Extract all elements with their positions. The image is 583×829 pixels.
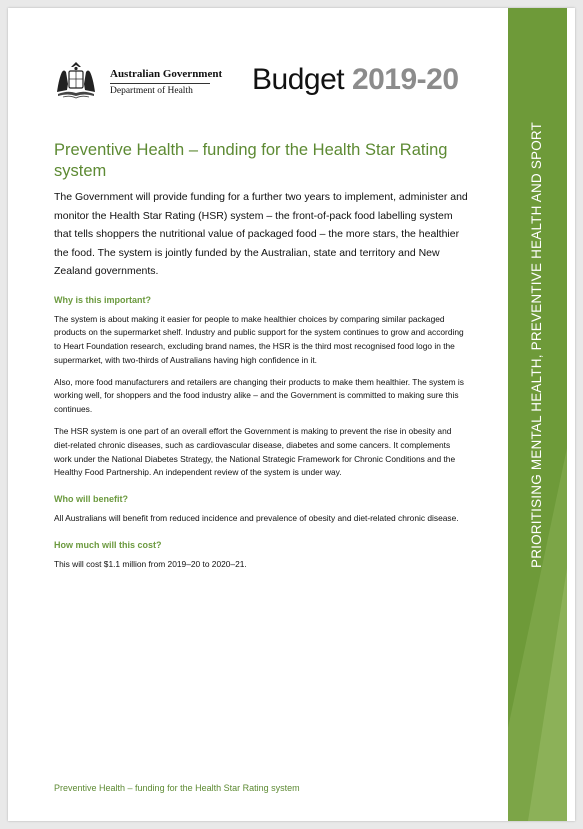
logo-divider <box>110 83 210 84</box>
body-paragraph: This will cost $1.1 million from 2019–20 to 2020–21. <box>54 559 247 570</box>
budget-year: 2019-20 <box>351 63 459 96</box>
body-paragraph: Also, more food manufacturers and retailers are changing their products to make them healthier. The system is working well, for shoppers and the food industry alike – and the Government is committed to making sure this continues. <box>54 376 464 415</box>
coat-of-arms-icon <box>54 58 98 102</box>
government-name: Australian Government <box>110 68 223 80</box>
page-header <box>54 58 474 108</box>
document-page <box>8 8 575 821</box>
section-heading-why: Why is this important? <box>54 294 152 305</box>
body-paragraph: The system is about making it easier for people to make healthier choices by comparing similar packaged products on the supermarket shelf. Industry and public support for the system continues to grow and according to Heart Foundation research, excluding brand names, the HSR is the third most recognised food logo in the supermarket, with two-thirds of Australians having high confidence in it. <box>54 313 464 365</box>
body-paragraph: The HSR system is one part of an overall effort the Government is making to prevent the rise in obesity and diet-related chronic diseases, such as cardiovascular disease, diabetes and some cancers. It complements work under the National Diabetes Strategy, the National Strategic Framework for Chronic Conditions and the Healthy Food Partnership. An independent review of the system is under way. <box>54 426 456 478</box>
section-heading-cost: How much will this cost? <box>54 540 162 551</box>
intro-paragraph: The Government will provide funding for a further two years to implement, administer and monitor the Health Star Rating (HSR) system – the front-of-pack food labelling system that tells shoppers the nutritional value of packaged food – the more stars, the healthier the food. The system is jointly funded by the Australian, state and territory and New Zealand governments. <box>54 191 468 277</box>
budget-word: Budget <box>252 63 345 96</box>
page-title: Preventive Health – funding for the Health Star Rating system <box>54 141 448 180</box>
budget-title <box>252 63 459 97</box>
section-heading-who: Who will benefit? <box>54 494 128 505</box>
sidebar-theme-label: PRIORITISING MENTAL HEALTH, PREVENTIVE HEALTH AND SPORT <box>529 121 544 568</box>
body-paragraph: All Australians will benefit from reduced incidence and prevalence of obesity and diet-related chronic disease. <box>54 513 459 524</box>
department-name: Department of Health <box>110 86 193 96</box>
government-logo <box>54 58 223 103</box>
page-footer: Preventive Health – funding for the Health Star Rating system <box>54 783 300 793</box>
theme-sidebar <box>508 8 567 821</box>
document-body <box>54 188 468 580</box>
